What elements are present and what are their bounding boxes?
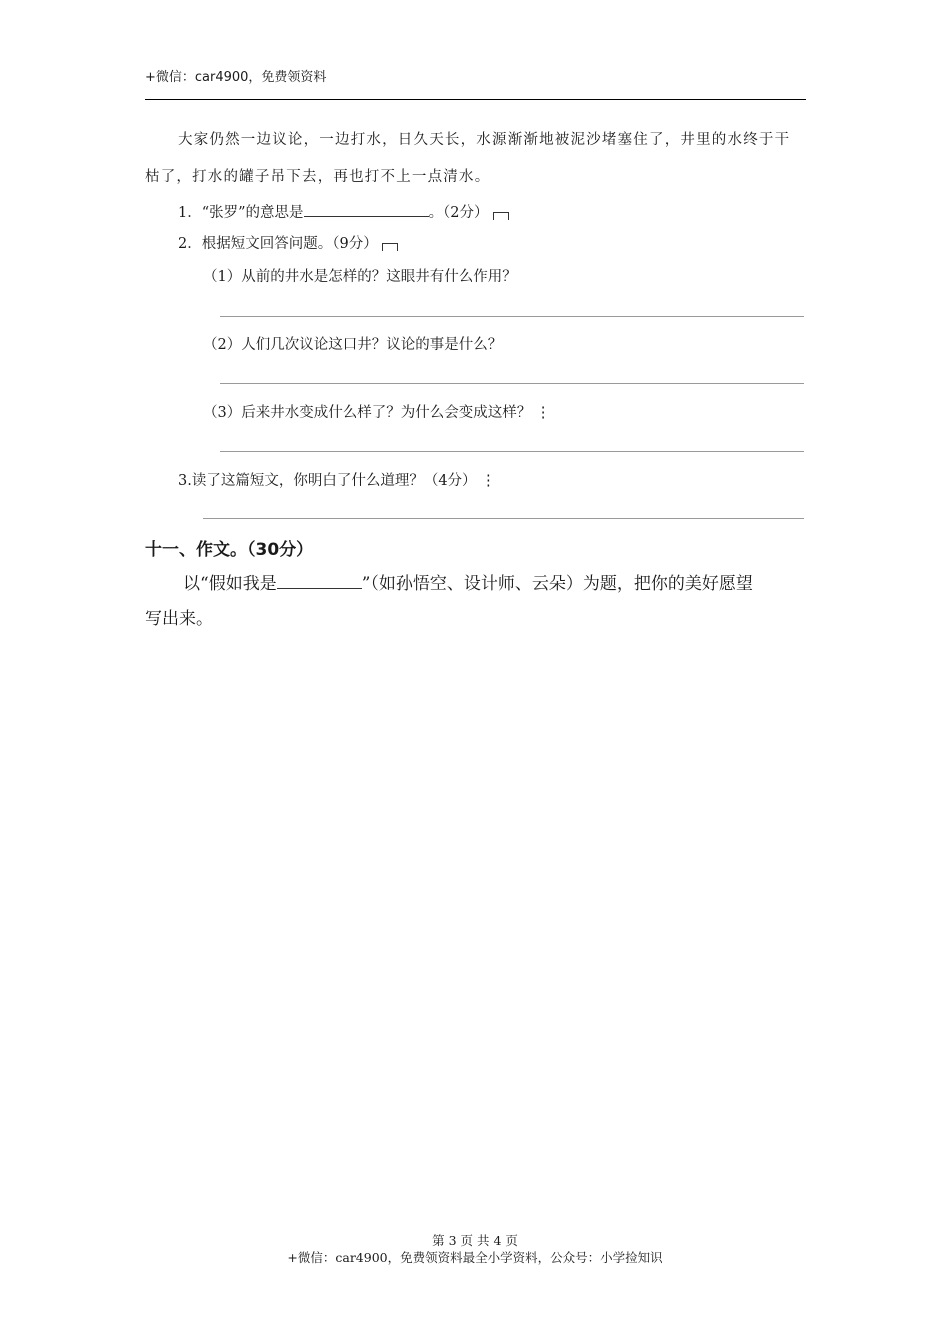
dotted-mark: ⋮ xyxy=(481,473,496,489)
question-2-2: （2）人们几次议论这口井？议论的事是什么？ xyxy=(203,337,503,353)
question-2-text: 2．根据短文回答问题。（9分） xyxy=(178,236,378,252)
page-number: 第 3 页 共 4 页 xyxy=(432,1233,518,1248)
essay-line-1 xyxy=(183,569,753,594)
essay-line-2: 写出来。 xyxy=(145,609,213,629)
question-3-text: 3.读了这篇短文，你明白了什么道理？（4分） xyxy=(178,473,477,489)
question-3 xyxy=(178,469,496,490)
section-title: 十一、作文。（30分） xyxy=(145,540,314,560)
question-1-suffix: 。（2分） xyxy=(428,205,489,221)
answer-line-2-1[interactable] xyxy=(220,316,804,317)
header-divider xyxy=(145,99,806,100)
question-1 xyxy=(178,201,509,222)
passage-line-2: 枯了，打水的罐子吊下去，再也打不上一点清水。 xyxy=(145,169,491,185)
page-footer: +微信：car4900，免费领资料最全小学资料，公众号：小学捡知识 xyxy=(287,1250,663,1265)
question-2-1: （1）从前的井水是怎样的？这眼井有什么作用？ xyxy=(203,269,517,285)
essay-prefix: 以“假如我是 xyxy=(183,574,277,594)
answer-line-2-2[interactable] xyxy=(220,383,804,384)
answer-line-2-3[interactable] xyxy=(220,451,804,452)
question-1-prefix: 1．“张罗”的意思是 xyxy=(178,205,304,221)
essay-title-blank[interactable] xyxy=(277,574,362,589)
bracket-mark xyxy=(382,243,398,251)
question-1-blank[interactable] xyxy=(304,204,429,217)
question-2-3 xyxy=(203,401,550,422)
dotted-mark: ⋮ xyxy=(535,405,551,421)
question-2-3-text: （3）后来井水变成什么样了？为什么会变成这样？ xyxy=(203,405,532,421)
question-2 xyxy=(178,232,398,253)
bracket-mark xyxy=(493,212,509,220)
essay-suffix: ”（如孙悟空、设计师、云朵）为题，把你的美好愿望 xyxy=(361,574,753,594)
answer-line-3[interactable] xyxy=(203,518,804,519)
passage-line-1: 大家仍然一边议论，一边打水，日久天长，水源渐渐地被泥沙堵塞住了，井里的水终于干 xyxy=(178,132,791,148)
page-header: +微信：car4900，免费领资料 xyxy=(145,70,327,85)
